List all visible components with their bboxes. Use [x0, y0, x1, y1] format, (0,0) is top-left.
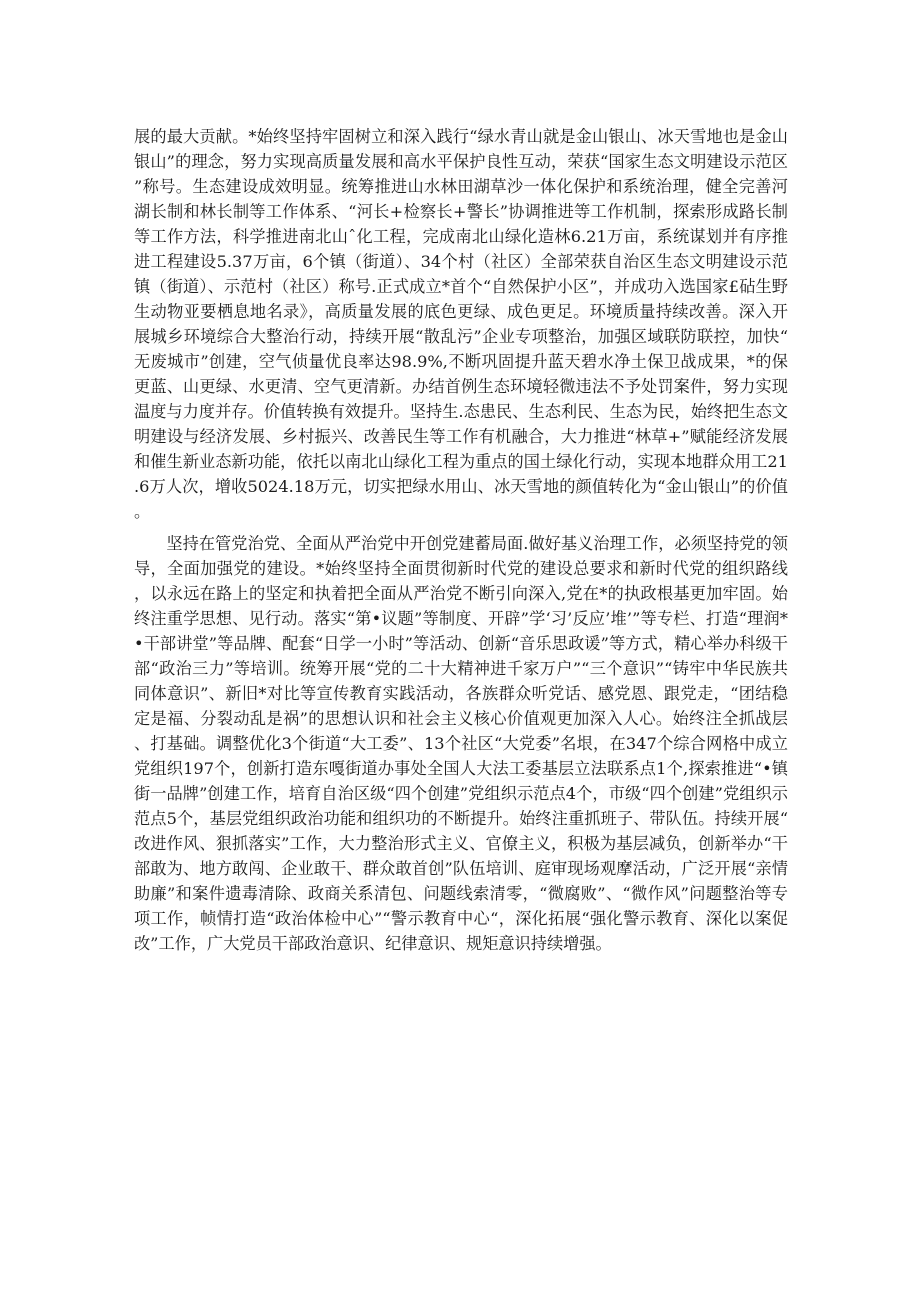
- paragraph-party-building: 坚持在管党治党、全面从严治党中开创党建蓄局面.做好基义治理工作，必须坚持党的领导，全面加强党的建设。*始终坚持全面贯彻新时代党的建设总要求和新时代党的组织路线，以永远在路上的坚定和执着把全面从严治党不断引向深入,党在*的执政根基更加牢固。始终注重学思想、见行动。落实“第•议题”等制度、开辟”学‘习’反应’堆’”等专栏、打造“理润*•干部讲堂”等品牌、配套“日学一小时”等活动、创新“音乐思政谖”等方式，精心举办科级干部“政治三力”等培训。统筹开展“党的二十大精神进千家万户”“三个意识”“铸牢中华民族共同体意识”、新旧*对比等宣传教育实践活动，各族群众听党话、感党恩、跟党走，“团结稳定是福、分裂动乱是祸”的思想认识和社会主义核心价值观更加深入人心。始终注全抓战层、打基础。调整优化3个街道“大工委”、13个社区“大党委”名垠，在347个综合网格中成立党组织197个，创新打造东嘎街道办事处全国人大法工委基层立法联系点1个,探索推进“•镇街一品牌”创建工作，培育自治区级“四个创建”党组织示范点4个，市级“四个创建”党组织示范点5个，基层党组织政治功能和组织功的不断提升。始终注重抓班子、带队伍。持续开展“改进作风、狠抓落实”工作，大力整治形式主义、官僚主义，积极为基层减负，创新举办“干部敢为、地方敢闯、企业敢干、群众敢首创”队伍培训、庭审现场观摩活动，广泛开展“亲情助廉”和案件遗毒清除、政商关系清包、问题线索清零，“微腐败”、“微作风”问题整治等专项工作，帧情打造“政治体检中心”“警示教育中心“，深化拓展“强化警示教育、深化以案促改”工作，广大党员干部政治意识、纪律意识、规矩意识持续增强。: [134, 534, 788, 953]
- document-body: [134, 124, 788, 963]
- paragraph-ecology: 展的最大贡献。*始终坚持牢固树立和深入践行“绿水青山就是金山银山、冰天雪地也是金山银山”的理念，努力实现高质量发展和高水平保护良性互动，荣获“国家生态文明建设示范区”称号。生态建设成效明显。统筹推进山水林田湖草沙一体化保护和系统治理，健全完善河湖长制和林长制等工作体系、“河长+检察长+警长”协调推进等工作机制，探索形成路长制等工作方法，科学推进南北山ˆ化工程，完成南北山绿化造林6.21万亩，系统谋划并有序推进工程建设5.37万亩，6个镇（街道）、34个村（社区）全部荣获自治区生态文明建设示范镇（街道）、示范村（社区）称号.正式成立*首个“自然保护小区”，并成功入选国家£砧生野生动物亚要栖息地名录》，高质量发展的底色更绿、成色更足。环境质量持续改善。深入开展城乡环境综合大整治行动，持续开展“散乱污”企业专项整治，加强区域联防联控，加快“无废城市”创建，空气侦量优良率达98.9%,不断巩固提升蓝天碧水净土保卫战成果，*的保更蓝、山更绿、水更清、空气更清新。办结首例生态环境轻微违法不予处罚案件，努力实现温度与力度并存。价值转换有效提升。坚持生.态患民、生态利民、生态为民，始终把生态文明建设与经济发展、乡村振兴、改善民生等工作有机融合，大力推进“林草+”赋能经济发展和催生新业态新功能，依托以南北山绿化工程为重点的国土绿化行动，实现本地群众用工21.6万人次，增收5024.18万元，切实把绿水用山、冰天雪地的颜值转化为“金山银山”的价值。: [134, 127, 788, 521]
